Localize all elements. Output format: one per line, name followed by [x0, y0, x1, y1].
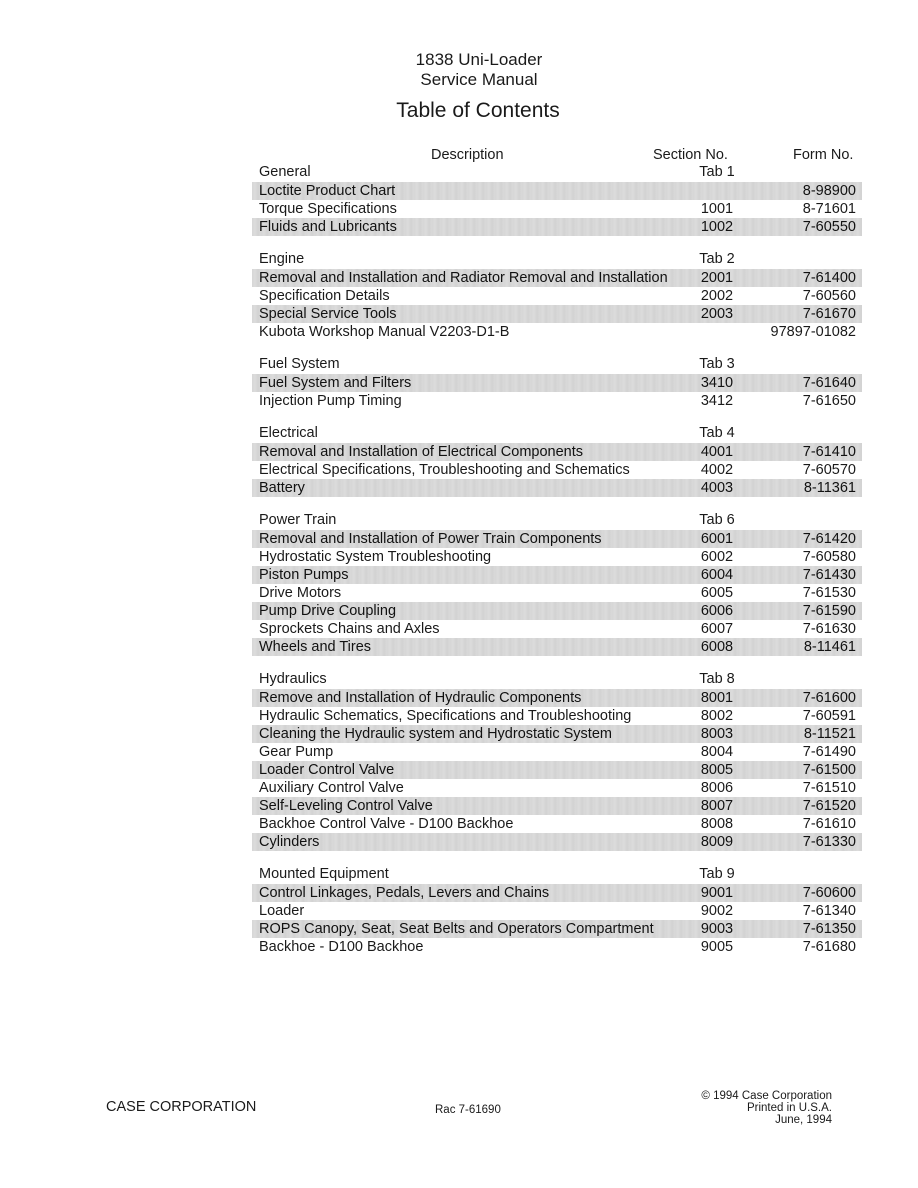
row-form-number: 7-61680: [802, 939, 856, 955]
row-description: Kubota Workshop Manual V2203-D1-B: [259, 324, 510, 340]
table-of-contents: [252, 164, 862, 971]
toc-row: [252, 938, 862, 956]
row-form-number: 8-98900: [802, 183, 856, 199]
toc-row: [252, 707, 862, 725]
toc-section: [252, 512, 862, 656]
row-description: Cleaning the Hydraulic system and Hydrostatic System: [259, 726, 612, 742]
row-description: Sprockets Chains and Axles: [259, 621, 440, 637]
row-form-number: 7-61640: [802, 375, 856, 391]
row-section-number: 8003: [700, 726, 734, 742]
row-section-number: 8009: [700, 834, 734, 850]
toc-section: [252, 425, 862, 497]
row-form-number: 8-11521: [803, 726, 856, 742]
section-header: [252, 425, 862, 443]
toc-section: [252, 866, 862, 956]
row-description: Fluids and Lubricants: [259, 219, 397, 235]
row-section-number: 9003: [700, 921, 734, 937]
toc-row: [252, 287, 862, 305]
row-section-number: 3410: [700, 375, 734, 391]
title-block: [0, 50, 918, 124]
row-section-number: 2001: [700, 270, 734, 286]
toc-row: [252, 479, 862, 497]
row-section-number: 8008: [700, 816, 734, 832]
row-section-number: 3412: [700, 393, 734, 409]
toc-row: [252, 530, 862, 548]
row-section-number: 8002: [700, 708, 734, 724]
toc-row: [252, 884, 862, 902]
section-name: Power Train: [259, 512, 337, 528]
row-description: Torque Specifications: [259, 201, 397, 217]
row-form-number: 7-61410: [802, 444, 856, 460]
toc-section: [252, 356, 862, 410]
row-section-number: 8007: [700, 798, 734, 814]
row-form-number: 7-61530: [802, 585, 856, 601]
toc-row: [252, 797, 862, 815]
toc-row: [252, 815, 862, 833]
page-heading: Table of Contents: [396, 99, 560, 122]
row-form-number: 7-61350: [802, 921, 856, 937]
row-section-number: 8006: [700, 780, 734, 796]
row-section-number: 1002: [700, 219, 734, 235]
section-tab: Tab 6: [699, 512, 735, 528]
toc-row: [252, 902, 862, 920]
row-form-number: 7-61650: [802, 393, 856, 409]
toc-row: [252, 638, 862, 656]
row-form-number: 7-61340: [802, 903, 856, 919]
row-description: Drive Motors: [259, 585, 342, 601]
row-section-number: 6008: [700, 639, 734, 655]
column-header-section: Section No.: [653, 147, 728, 163]
column-header-description: Description: [431, 147, 504, 163]
row-description: Self-Leveling Control Valve: [259, 798, 433, 814]
row-form-number: 7-61630: [802, 621, 856, 637]
row-section-number: 4003: [700, 480, 734, 496]
row-description: Wheels and Tires: [259, 639, 372, 655]
section-tab: Tab 8: [699, 671, 735, 687]
row-section-number: 6007: [700, 621, 734, 637]
footer-printed: Printed in U.S.A.: [746, 1102, 832, 1114]
row-section-number: 2003: [700, 306, 734, 322]
section-tab: Tab 9: [699, 866, 735, 882]
row-form-number: 8-11461: [803, 639, 856, 655]
row-description: Battery: [259, 480, 305, 496]
row-description: Backhoe - D100 Backhoe: [259, 939, 424, 955]
row-description: Backhoe Control Valve - D100 Backhoe: [259, 816, 514, 832]
row-description: Auxiliary Control Valve: [259, 780, 404, 796]
row-description: Specification Details: [259, 288, 390, 304]
section-header: [252, 866, 862, 884]
section-tab: Tab 4: [699, 425, 735, 441]
row-section-number: 6001: [700, 531, 734, 547]
row-section-number: 4001: [700, 444, 734, 460]
row-form-number: 7-61400: [802, 270, 856, 286]
toc-row: [252, 200, 862, 218]
toc-row: [252, 548, 862, 566]
toc-row: [252, 392, 862, 410]
row-section-number: 6002: [700, 549, 734, 565]
row-description: Gear Pump: [259, 744, 334, 760]
row-description: Remove and Installation of Hydraulic Components: [259, 690, 582, 706]
row-description: Electrical Specifications, Troubleshooting and Schematics: [259, 462, 630, 478]
row-section-number: 9001: [700, 885, 734, 901]
row-form-number: 97897-01082: [770, 324, 856, 340]
row-section-number: 8005: [700, 762, 734, 778]
row-section-number: 6006: [700, 603, 734, 619]
footer-company: CASE CORPORATION: [106, 1099, 257, 1115]
row-section-number: 6005: [700, 585, 734, 601]
toc-row: [252, 305, 862, 323]
row-form-number: 7-60600: [802, 885, 856, 901]
row-form-number: 7-60570: [802, 462, 856, 478]
toc-row: [252, 833, 862, 851]
toc-section: [252, 251, 862, 341]
row-form-number: 7-60591: [802, 708, 856, 724]
manual-title: 1838 Uni-Loader: [415, 50, 543, 69]
toc-row: [252, 461, 862, 479]
row-description: Fuel System and Filters: [259, 375, 412, 391]
column-header-form: Form No.: [793, 147, 854, 163]
row-form-number: 7-61500: [802, 762, 856, 778]
toc-section: [252, 671, 862, 851]
toc-row: [252, 761, 862, 779]
toc-row: [252, 374, 862, 392]
row-form-number: 7-61590: [802, 603, 856, 619]
row-form-number: 7-61490: [802, 744, 856, 760]
row-form-number: 7-61420: [802, 531, 856, 547]
section-header: [252, 671, 862, 689]
row-description: Removal and Installation and Radiator Removal and Installation: [259, 270, 668, 286]
toc-row: [252, 443, 862, 461]
row-description: Hydrostatic System Troubleshooting: [259, 549, 492, 565]
row-description: Piston Pumps: [259, 567, 349, 583]
row-form-number: 7-60580: [802, 549, 856, 565]
row-section-number: 8004: [700, 744, 734, 760]
row-form-number: 7-61510: [802, 780, 856, 796]
section-header: [252, 512, 862, 530]
row-form-number: 8-11361: [803, 480, 856, 496]
toc-row: [252, 920, 862, 938]
section-name: Engine: [259, 251, 305, 267]
row-description: Loader: [259, 903, 305, 919]
row-description: ROPS Canopy, Seat, Seat Belts and Operators Compartment: [259, 921, 654, 937]
row-section-number: 9002: [700, 903, 734, 919]
section-name: Fuel System: [259, 356, 340, 372]
row-form-number: 7-61670: [802, 306, 856, 322]
footer-date: June, 1994: [775, 1114, 832, 1126]
row-form-number: 7-61610: [802, 816, 856, 832]
toc-row: [252, 743, 862, 761]
row-description: Injection Pump Timing: [259, 393, 402, 409]
row-description: Control Linkages, Pedals, Levers and Chains: [259, 885, 550, 901]
footer-rac-number: Rac 7-61690: [435, 1104, 501, 1116]
section-tab: Tab 2: [699, 251, 735, 267]
row-form-number: 7-61600: [802, 690, 856, 706]
toc-row: [252, 566, 862, 584]
section-tab: Tab 1: [699, 164, 735, 180]
row-section-number: 1001: [700, 201, 734, 217]
section-header: [252, 356, 862, 374]
row-form-number: 8-71601: [802, 201, 856, 217]
toc-row: [252, 269, 862, 287]
section-name: Hydraulics: [259, 671, 327, 687]
row-form-number: 7-61430: [802, 567, 856, 583]
row-form-number: 7-60550: [802, 219, 856, 235]
toc-row: [252, 725, 862, 743]
row-form-number: 7-61330: [802, 834, 856, 850]
row-section-number: 8001: [700, 690, 734, 706]
manual-subtitle: Service Manual: [420, 70, 538, 89]
section-name: Mounted Equipment: [259, 866, 389, 882]
toc-row: [252, 584, 862, 602]
row-form-number: 7-60560: [802, 288, 856, 304]
section-header: [252, 251, 862, 269]
row-section-number: 6004: [700, 567, 734, 583]
row-description: Special Service Tools: [259, 306, 397, 322]
toc-row: [252, 620, 862, 638]
toc-section: [252, 164, 862, 236]
section-tab: Tab 3: [699, 356, 735, 372]
row-section-number: 4002: [700, 462, 734, 478]
row-section-number: 9005: [700, 939, 734, 955]
row-description: Cylinders: [259, 834, 320, 850]
toc-row: [252, 323, 862, 341]
section-name: General: [259, 164, 311, 180]
toc-row: [252, 182, 862, 200]
row-form-number: 7-61520: [802, 798, 856, 814]
toc-row: [252, 689, 862, 707]
section-name: Electrical: [259, 425, 318, 441]
toc-row: [252, 779, 862, 797]
toc-row: [252, 602, 862, 620]
section-header: [252, 164, 862, 182]
row-description: Loader Control Valve: [259, 762, 395, 778]
row-description: Removal and Installation of Power Train Components: [259, 531, 602, 547]
row-description: Removal and Installation of Electrical Components: [259, 444, 583, 460]
toc-row: [252, 218, 862, 236]
row-description: Loctite Product Chart: [259, 183, 396, 199]
row-section-number: 2002: [700, 288, 734, 304]
footer-copyright: © 1994 Case Corporation: [701, 1090, 832, 1102]
row-description: Hydraulic Schematics, Specifications and Troubleshooting: [259, 708, 632, 724]
row-description: Pump Drive Coupling: [259, 603, 397, 619]
footer-copyright-block: [701, 1090, 832, 1126]
